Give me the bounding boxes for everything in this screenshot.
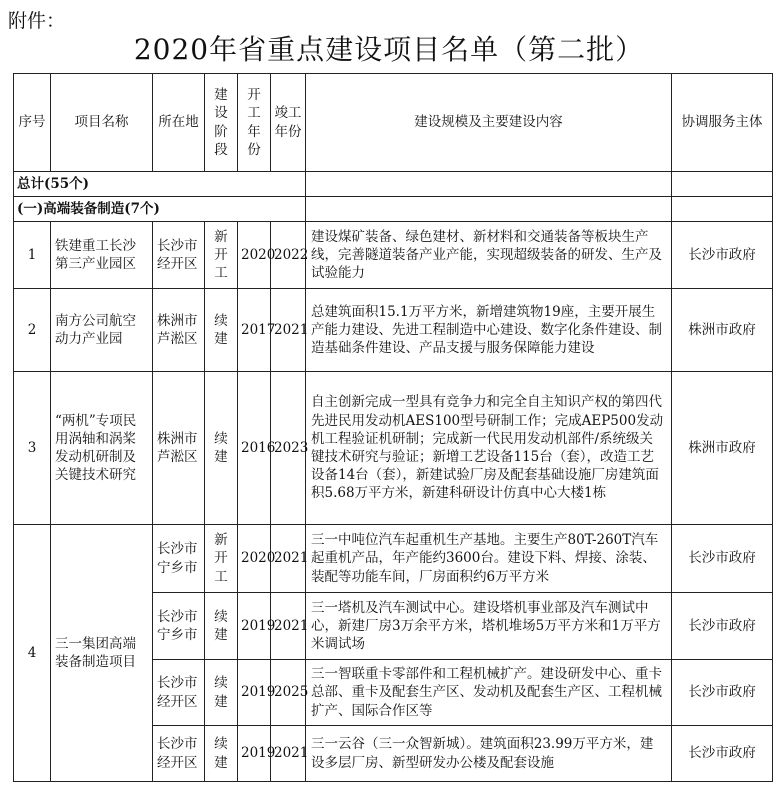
empty-cell	[672, 197, 773, 222]
row-stage: 新开工	[205, 222, 238, 289]
row-stage: 续建	[205, 372, 238, 525]
attachment-label: 附件：	[8, 10, 66, 32]
row-start-year: 2019	[238, 726, 271, 782]
row-location: 株洲市芦淞区	[153, 372, 205, 525]
row-coordinator: 长沙市政府	[672, 593, 773, 660]
category-row	[14, 197, 773, 222]
row-end-year: 2021	[271, 726, 306, 782]
category-label: (一)高端装备制造(7个)	[14, 197, 306, 222]
header-stage: 建设阶段	[205, 74, 238, 172]
row-location: 长沙市宁乡市	[153, 593, 205, 660]
row-end-year: 2021	[271, 289, 306, 372]
row-location: 长沙市经开区	[153, 222, 205, 289]
row-location: 株洲市芦淞区	[153, 289, 205, 372]
empty-cell	[306, 197, 672, 222]
header-name: 项目名称	[51, 74, 153, 172]
row-coordinator: 株洲市政府	[672, 289, 773, 372]
row-start-year: 2019	[238, 660, 271, 726]
row-end-year: 2021	[271, 593, 306, 660]
header-end-year: 竣工年份	[271, 74, 306, 172]
table-row	[14, 222, 773, 289]
row-coordinator: 株洲市政府	[672, 372, 773, 525]
row-seq: 3	[14, 372, 51, 525]
header-seq: 序号	[14, 74, 51, 172]
row-seq: 1	[14, 222, 51, 289]
header-location: 所在地	[153, 74, 205, 172]
row-name: 三一集团高端装备制造项目	[51, 525, 153, 782]
row-coordinator: 长沙市政府	[672, 726, 773, 782]
table-row	[14, 289, 773, 372]
row-location: 长沙市经开区	[153, 660, 205, 726]
row-content: 总建筑面积15.1万平方米，新增建筑物19座，主要开展生产能力建设、先进工程制造中心建设、数字化条件建设、制造基础条件建设、产品支援与服务保障能力建设	[306, 289, 672, 372]
row-seq: 2	[14, 289, 51, 372]
row-location: 长沙市经开区	[153, 726, 205, 782]
row-start-year: 2016	[238, 372, 271, 525]
row-coordinator: 长沙市政府	[672, 222, 773, 289]
row-name: 南方公司航空动力产业园	[51, 289, 153, 372]
row-end-year: 2021	[271, 525, 306, 593]
row-stage: 新开工	[205, 525, 238, 593]
header-coordinator: 协调服务主体	[672, 74, 773, 172]
project-table	[13, 73, 773, 782]
empty-cell	[672, 172, 773, 197]
row-end-year: 2022	[271, 222, 306, 289]
row-start-year: 2020	[238, 525, 271, 593]
table-row	[14, 525, 773, 593]
total-label: 总计(55个)	[14, 172, 306, 197]
row-location: 长沙市宁乡市	[153, 525, 205, 593]
header-content: 建设规模及主要建设内容	[306, 74, 672, 172]
empty-cell	[306, 172, 672, 197]
row-content: 三一中吨位汽车起重机生产基地。主要生产80T-260T汽车起重机产品，年产能约3600台。建设下料、焊接、涂装、装配等功能车间，厂房面积约6万平方米	[306, 525, 672, 593]
row-content: 建设煤矿装备、绿色建材、新材料和交通装备等板块生产线，完善隧道装备产业产能，实现超级装备的研发、生产及试验能力	[306, 222, 672, 289]
row-content: 三一智联重卡零部件和工程机械扩产。建设研发中心、重卡总部、重卡及配套生产区、发动机及配套生产区、工程机械扩产、国际合作区等	[306, 660, 672, 726]
row-stage: 续建	[205, 660, 238, 726]
table-row	[14, 372, 773, 525]
row-name: 铁建重工长沙第三产业园区	[51, 222, 153, 289]
row-coordinator: 长沙市政府	[672, 660, 773, 726]
header-start-year: 开工年份	[238, 74, 271, 172]
row-name: “两机”专项民用涡轴和涡桨发动机研制及关键技术研究	[51, 372, 153, 525]
row-content: 自主创新完成一型具有竞争力和完全自主知识产权的第四代先进民用发动机AES100型号研制工作；完成AEP500发动机工程验证机研制；完成新一代民用发动机部件/系统级关键技术研究与验证；新增工艺设备115台（套），改造工艺设备14台（套），新建试验厂房及配套基础设施厂房建筑面积5.68万平方米，新建科研设计仿真中心大楼1栋	[306, 372, 672, 525]
row-stage: 续建	[205, 593, 238, 660]
row-content: 三一塔机及汽车测试中心。建设塔机事业部及汽车测试中心，新建厂房3万余平方米，塔机堆场5万平方米和1万平方米调试场	[306, 593, 672, 660]
page-title: 2020年省重点建设项目名单（第二批）	[133, 33, 645, 66]
total-row	[14, 172, 773, 197]
row-stage: 续建	[205, 289, 238, 372]
row-end-year: 2023	[271, 372, 306, 525]
row-end-year: 2025	[271, 660, 306, 726]
row-start-year: 2020	[238, 222, 271, 289]
header-row	[14, 74, 773, 172]
row-content: 三一云谷（三一众智新城）。建筑面积23.99万平方米，建设多层厂房、新型研发办公楼及配套设施	[306, 726, 672, 782]
row-start-year: 2017	[238, 289, 271, 372]
row-start-year: 2019	[238, 593, 271, 660]
row-stage: 续建	[205, 726, 238, 782]
row-seq: 4	[14, 525, 51, 782]
row-coordinator: 长沙市政府	[672, 525, 773, 593]
